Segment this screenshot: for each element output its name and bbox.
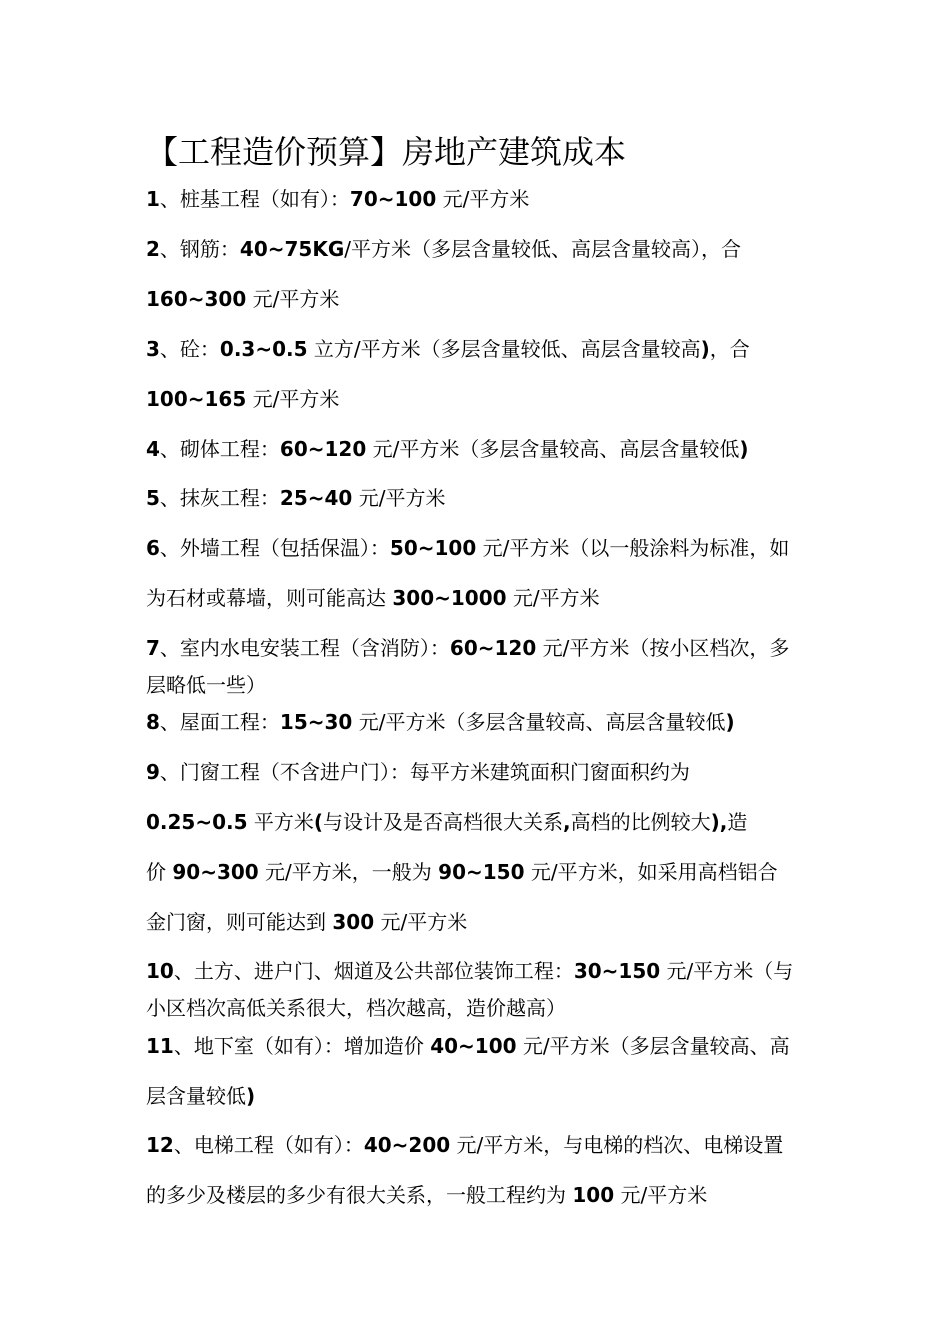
text-line: 层含量较低) — [146, 1084, 256, 1108]
text-line: 1、桩基工程（如有）：70~100 元/平方米 — [146, 187, 530, 211]
text-line: 的多少及楼层的多少有很大关系，一般工程约为 100 元/平方米 — [146, 1183, 708, 1207]
text-line: 价 90~300 元/平方米，一般为 90~150 元/平方米，如采用高档铝合 — [146, 860, 778, 884]
text-line: 11、地下室（如有）：增加造价 40~100 元/平方米（多层含量较高、高 — [146, 1034, 790, 1058]
text-line: 160~300 元/平方米 — [146, 287, 340, 311]
text-line: 8、屋面工程：15~30 元/平方米（多层含量较高、高层含量较低) — [146, 710, 735, 734]
text-line: 9、门窗工程（不含进户门）：每平方米建筑面积门窗面积约为 — [146, 760, 690, 784]
text-line: 2、钢筋：40~75KG/平方米（多层含量较低、高层含量较高），合 — [146, 237, 742, 261]
text-line: 6、外墙工程（包括保温）：50~100 元/平方米（以一般涂料为标准，如 — [146, 536, 790, 560]
text-line: 10、土方、进户门、烟道及公共部位装饰工程：30~150 元/平方米（与 — [146, 959, 794, 983]
text-line: 100~165 元/平方米 — [146, 387, 340, 411]
text-line: 3、砼：0.3~0.5 立方/平方米（多层含量较低、高层含量较高)，合 — [146, 337, 750, 361]
text-line: 金门窗，则可能达到 300 元/平方米 — [146, 910, 468, 934]
text-line: 层略低一些） — [146, 673, 266, 697]
text-line: 5、抹灰工程：25~40 元/平方米 — [146, 486, 446, 510]
text-line: 7、室内水电安装工程（含消防）：60~120 元/平方米（按小区档次，多 — [146, 636, 790, 660]
text-line: 小区档次高低关系很大，档次越高，造价越高） — [146, 996, 566, 1020]
text-line: 4、砌体工程：60~120 元/平方米（多层含量较高、高层含量较低) — [146, 437, 749, 461]
text-line: 12、电梯工程（如有）：40~200 元/平方米，与电梯的档次、电梯设置 — [146, 1133, 784, 1157]
text-line: 0.25~0.5 平方米(与设计及是否高档很大关系,高档的比例较大),造 — [146, 810, 748, 834]
document-title: 【工程造价预算】房地产建筑成本 — [146, 133, 627, 171]
text-line: 为石材或幕墙，则可能高达 300~1000 元/平方米 — [146, 586, 600, 610]
